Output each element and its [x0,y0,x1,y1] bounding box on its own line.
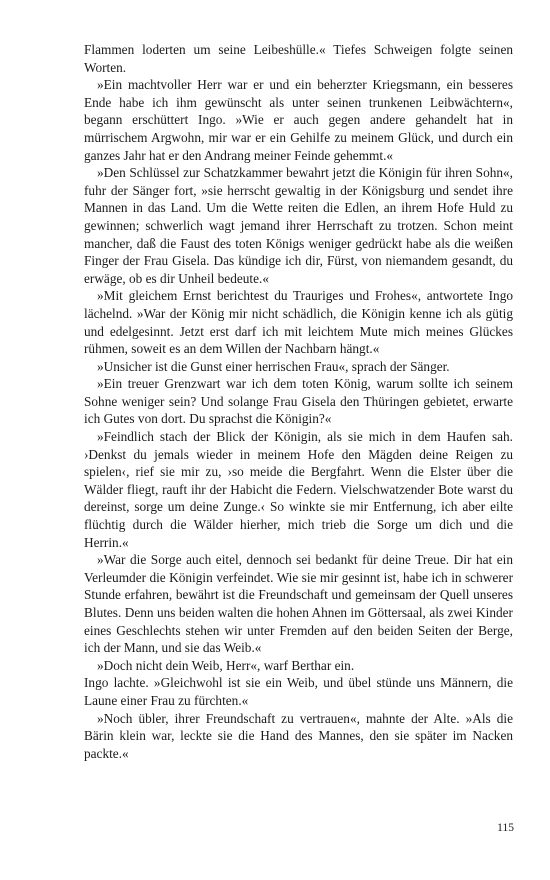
page-number: 115 [497,822,514,834]
paragraph: »Feindlich stach der Blick der Königin, als sie mich in dem Haufen sah. ›Denkst du jemals wieder in meinem Hofe den Mägden deine Reigen zu spielen‹, rief sie mir zu, ›so meide die Bergfahrt. Wenn die Elster über die Wälder fliegt, rauft ihr der Habicht die Federn. Vielschwatzender Bote warst du dereinst, sorge um deine Zunge.‹ So winkte sie mir Entfernung, ich aber eilte flüchtig durch die Wälder hierher, mich trieb die Sorge um dich und die Herrin.« [84,429,513,550]
paragraph: »Unsicher ist die Gunst einer herrischen Frau«, sprach der Sänger. [97,358,450,374]
paragraph: »Doch nicht dein Weib, Herr«, warf Berthar ein. [97,657,355,673]
body-text [84,41,513,762]
paragraph: Flammen loderten um seine Leibeshülle.« Tiefes Schweigen folgte seinen Worten. [84,42,513,75]
paragraph: »Noch übler, ihrer Freundschaft zu vertrauen«, mahnte der Alte. »Als die Bärin klein war, leckte sie die Hand des Mannes, den sie später im Nacken packte.« [84,710,513,761]
paragraph: »Ein treuer Grenzwart war ich dem toten König, warum sollte ich seinem Sohne weniger sein? Und solange Frau Gisela den Thüringen gebietet, erwarte ich Gutes von dort. Du sprachst die Königin?« [84,376,513,427]
paragraph: »Mit gleichem Ernst berichtest du Trauriges und Frohes«, antwortete Ingo lächelnd. »War der König mir nicht schädlich, die Königin kenne ich als gütig und edelgesinnt. Jetzt erst darf ich mit leichtem Mute mich meines Glückes rühmen, soweit es an dem Willen der Nachbarn hängt.« [84,288,513,357]
paragraph: »Den Schlüssel zur Schatzkammer bewahrt jetzt die Königin für ihren Sohn«, fuhr der Sänger fort, »sie herrscht gewaltig in der Königsburg und sendet ihre Mannen in das Land. Um die Wette reiten die Edlen, an ihrem Hofe Huld zu gewinnen; schwerlich wagt jemand ihrer Herrschaft zu trotzen. Schon meint mancher, daß die Faust des toten Königs weniger gedrückt habe als die weißen Finger der Frau Gisela. Das kündige ich dir, Fürst, von niemandem gesandt, du erwäge, ob es dir Unheil bedeute.« [84,165,513,286]
paragraph: Ingo lachte. »Gleichwohl ist sie ein Weib, und übel stünde uns Männern, die Laune einer Frau zu fürchten.« [84,675,513,708]
paragraph: »War die Sorge auch eitel, dennoch sei bedankt für deine Treue. Dir hat ein Verleumder die Königin verfeindet. Wie sie mir gesinnt ist, habe ich in schwerer Stunde erfahren, bewährt ist die Freundschaft und gemeinsam der Quell unseres Blutes. Denn uns beiden walten die hohen Ahnen im Göttersaal, als zwei Kinder eines Geschlechts stehen wir unter Fremden auf den beiden Seiten der Berge, ich der Mann, und sie das Weib.« [84,552,513,656]
paragraph: »Ein machtvoller Herr war er und ein beherzter Kriegsmann, ein besseres Ende habe ich ihm gewünscht als unter seinen trunkenen Leibwächtern«, begann erschüttert Ingo. »Wie er auch gegen andere gehandelt hat in mürrischem Argwohn, mir war er ein Gehilfe zu meinem Glück, und durch ein ganzes Jahr hat er den Andrang meiner Feinde gehemmt.« [84,77,513,163]
